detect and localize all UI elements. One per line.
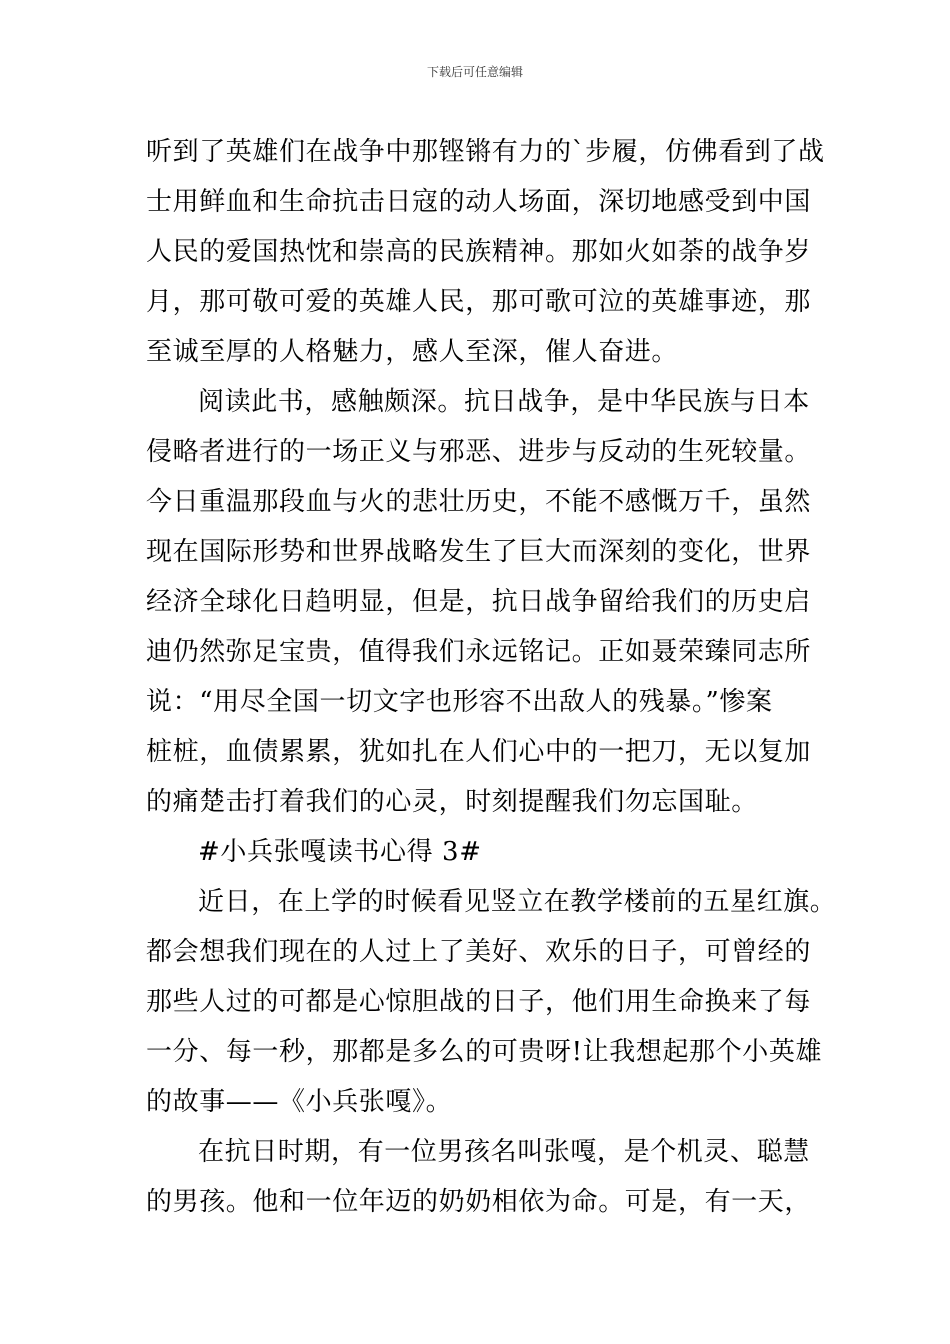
text-line: #小兵张嘎读书心得 3# xyxy=(198,837,482,867)
text-line: 都会想我们现在的人过上了美好、欢乐的日子，可曾经的 xyxy=(146,937,812,967)
text-line: 一分、每一秒，那都是多么的可贵呀!让我想起那个小英雄 xyxy=(146,1037,823,1067)
text-line: 现在国际形势和世界战略发生了巨大而深刻的变化，世界 xyxy=(146,537,812,567)
text-line: 至诚至厚的人格魅力，感人至深，催人奋进。 xyxy=(146,337,679,367)
text-line: 阅读此书，感触颇深。抗日战争，是中华民族与日本 xyxy=(198,387,810,417)
text-line: 桩桩，血债累累，犹如扎在人们心中的一把刀，无以复加 xyxy=(146,737,812,767)
page-header: 下载后可任意编辑 xyxy=(426,65,523,79)
text-line: 的故事——《小兵张嘎》。 xyxy=(146,1087,453,1117)
text-line: 听到了英雄们在战争中那铿锵有力的`步履，仿佛看到了战 xyxy=(146,137,825,167)
text-line: 侵略者进行的一场正义与邪恶、进步与反动的生死较量。 xyxy=(146,437,812,467)
text-line: 在抗日时期，有一位男孩名叫张嘎，是个机灵、聪慧 xyxy=(198,1137,810,1167)
text-line: 今日重温那段血与火的悲壮历史，不能不感慨万千，虽然 xyxy=(146,487,812,517)
text-line: 那些人过的可都是心惊胆战的日子，他们用生命换来了每 xyxy=(146,987,812,1017)
text-line: 的男孩。他和一位年迈的奶奶相依为命。可是，有一天， xyxy=(146,1187,812,1217)
text-line: 近日，在上学的时候看见竖立在教学楼前的五星红旗。 xyxy=(198,887,837,917)
body-text xyxy=(146,127,837,1227)
text-line: 经济全球化日趋明显，但是，抗日战争留给我们的历史启 xyxy=(146,587,812,617)
text-line: 迪仍然弥足宝贵，值得我们永远铭记。正如聂荣臻同志所 xyxy=(146,637,812,667)
text-line: 的痛楚击打着我们的心灵，时刻提醒我们勿忘国耻。 xyxy=(146,787,758,817)
text-line: 士用鲜血和生命抗击日寇的动人场面，深切地感受到中国 xyxy=(146,187,812,217)
text-line: 人民的爱国热忱和崇高的民族精神。那如火如荼的战争岁 xyxy=(146,237,812,267)
text-line: 月，那可敬可爱的英雄人民，那可歌可泣的英雄事迹，那 xyxy=(146,287,812,317)
text-line: 说：“用尽全国一切文字也形容不出敌人的残暴。”惨案 xyxy=(146,687,773,717)
